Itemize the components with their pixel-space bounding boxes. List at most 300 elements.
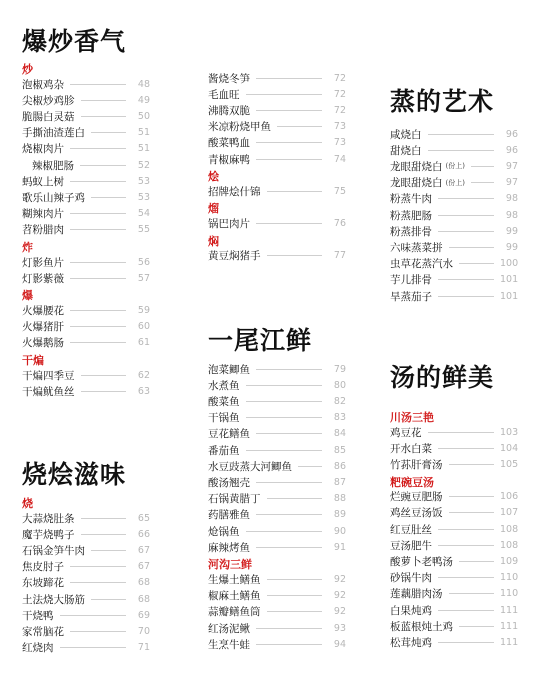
page-number: 53 [137,191,150,203]
dish-name: 六味蒸菜拼 [390,241,443,254]
page-number: 80 [333,379,346,391]
section-title-steam: 蒸的艺术 [390,87,495,116]
leader-line [246,385,323,386]
leader-line [267,579,323,580]
leader-line [81,116,127,117]
page-number: 72 [333,88,346,100]
menu-item [22,591,150,607]
dish-name: 豆花鳝鱼 [208,428,250,441]
menu-item [390,440,518,456]
page-number: 51 [137,143,150,155]
menu-item [22,108,150,124]
page-number: 92 [333,573,346,585]
leader-line [256,628,322,629]
dish-name: 炝锅鱼 [208,525,240,538]
page-number: 49 [137,94,150,106]
leader-line [428,134,495,135]
page-number: 111 [500,604,519,616]
dish-name: 粉蒸牛肉 [390,193,432,206]
leader-line [70,278,126,279]
dish-name: 生爆土鳝鱼 [208,573,261,586]
leader-line [267,611,323,612]
dish-name: 竹荪肝膏汤 [390,458,443,471]
leader-line [438,448,494,449]
menu-item [390,570,518,586]
col1-group-label: 炸 [22,241,33,254]
page-number: 108 [500,523,519,535]
menu-item [390,521,518,537]
menu-item [22,510,150,526]
leader-line [471,166,494,167]
leader-line [428,150,495,151]
page-number: 56 [137,256,150,268]
leader-line [256,547,322,548]
page-number: 75 [333,185,346,197]
page-number: 94 [333,638,346,650]
menu-item [208,70,346,86]
dish-name: 龙眼甜烧白 [390,160,443,173]
menu-item [208,119,346,135]
menu-item [22,76,150,92]
menu-item [208,410,346,426]
page-number: 69 [137,609,150,621]
leader-line [256,223,322,224]
dish-name: 虫草花蒸汽水 [390,258,453,271]
menu-item [390,239,518,255]
dish-name: 开水白菜 [390,442,432,455]
dish-name: 黄豆焖猪手 [208,250,261,263]
menu-item [390,505,518,521]
dish-name: 米凉粉烧甲鱼 [208,121,271,134]
menu-item [208,102,346,118]
col2-group-label: 熘 [208,202,219,216]
leader-line [70,582,126,583]
leader-line [81,534,127,535]
page-number: 85 [333,444,346,456]
leader-line [91,550,126,551]
leader-line [256,142,322,143]
page-number: 67 [137,561,150,573]
menu-item [22,302,150,318]
dish-name: 龙眼甜烧白 [390,177,443,190]
dish-name: 酸汤翘壳 [208,476,250,489]
page-number: 73 [333,137,346,149]
leader-line [246,94,323,95]
dish-name: 鸡豆花 [390,426,422,439]
menu-item [22,173,150,189]
menu-item [390,424,518,440]
menu-item [208,604,346,620]
page-number: 88 [333,493,346,505]
page-number: 60 [137,321,150,333]
col2-group-label: 烩 [208,170,219,184]
menu-item [208,377,346,393]
page-number: 96 [505,128,518,140]
page-number: 67 [137,544,150,556]
page-number: 62 [137,369,150,381]
dish-name: 红烧肉 [22,642,54,655]
dish-name: 沸腾双脆 [208,104,250,117]
menu-item [208,86,346,102]
page-number: 91 [333,541,346,553]
dish-name: 焦皮肘子 [22,561,64,574]
menu-item [390,456,518,472]
dish-name: 旱蒸茄子 [390,290,432,303]
leader-line [428,432,495,433]
page-number: 101 [500,274,519,286]
page-number: 65 [137,512,150,524]
menu-item [390,158,518,174]
dish-name: 尖椒炒鸡胗 [22,94,75,107]
menu-item [390,586,518,602]
leader-line [81,391,127,392]
page-number: 106 [500,491,519,503]
dish-name: 水豆豉蒸大河鲫鱼 [208,460,292,473]
dish-name: 火爆猪肝 [22,321,64,334]
dish-name: 灯影鱼片 [22,256,64,269]
dish-name: 麻辣烤鱼 [208,541,250,554]
leader-line [438,198,494,199]
dish-name: 松茸炖鸡 [390,636,432,649]
dish-name: 青椒麻鸭 [208,153,250,166]
menu-item [22,542,150,558]
leader-line [267,498,323,499]
menu-item [208,151,346,167]
dish-name: 烧椒肉片 [22,143,64,156]
dish-name: 石锅黄腊丁 [208,493,261,506]
page-number: 101 [500,290,519,302]
page-number: 72 [333,72,346,84]
dish-tag: (份上) [445,178,465,187]
page-number: 72 [333,104,346,116]
page-number: 63 [137,385,150,397]
dish-name: 烂豌豆肥肠 [390,491,443,504]
page-number: 109 [500,555,519,567]
dish-name: 辣椒肥肠 [32,159,74,172]
menu-item [208,361,346,377]
page-number: 110 [500,572,519,584]
col2-group-label: 焖 [208,234,219,248]
page-number: 87 [333,476,346,488]
leader-line [256,514,322,515]
leader-line [246,401,323,402]
dish-name: 酸菜鱼 [208,395,240,408]
dish-name: 歌乐山辣子鸡 [22,191,85,204]
page-number: 99 [505,225,518,237]
dish-name: 手撕油渣莲白 [22,127,85,140]
leader-line [246,417,323,418]
dish-name: 番茄鱼 [208,444,240,457]
menu-item [208,507,346,523]
col2b-group-label: 河沟三鲜 [208,558,252,572]
menu-item [390,223,518,239]
menu-item [390,191,518,207]
dish-name: 药膳雅鱼 [208,509,250,522]
page-number: 77 [333,250,346,262]
menu-item [390,489,518,505]
page-number: 110 [500,588,519,600]
page-number: 74 [333,153,346,165]
leader-line [246,531,323,532]
menu-item [390,175,518,191]
leader-line [471,182,494,183]
page-number: 98 [505,193,518,205]
menu-item [22,92,150,108]
leader-line [70,181,126,182]
menu-item [390,288,518,304]
leader-line [459,263,494,264]
leader-line [438,296,494,297]
leader-line [438,545,494,546]
page-number: 96 [505,144,518,156]
dish-name: 干煸四季豆 [22,369,75,382]
page-number: 73 [333,121,346,133]
page-number: 97 [505,160,518,172]
page-number: 59 [137,304,150,316]
menu-item [390,634,518,650]
leader-line [256,159,322,160]
leader-line [60,647,127,648]
menu-item [22,559,150,575]
section-title-river-fish: 一尾江鲜 [208,326,313,355]
leader-line [449,464,495,465]
page-number: 70 [137,625,150,637]
dish-name: 火爆腰花 [22,304,64,317]
page-number: 82 [333,395,346,407]
dish-name: 土法烧大肠筋 [22,593,85,606]
menu-item [208,491,346,507]
page-number: 71 [137,642,150,654]
page-number: 92 [333,606,346,618]
menu-item [208,636,346,652]
leader-line [246,450,323,451]
dish-name: 酱烧冬笋 [208,72,250,85]
page-number: 50 [137,110,150,122]
leader-line [459,626,494,627]
leader-line [60,615,127,616]
leader-line [449,512,495,513]
menu-item [22,623,150,639]
col1-group-label: 干煸 [22,354,44,367]
page-number: 103 [500,426,519,438]
dish-name: 鸡丝豆汤饭 [390,507,443,520]
page-number: 98 [505,209,518,221]
section-title-soup: 汤的鲜美 [390,363,495,392]
leader-line [81,100,127,101]
menu-item [208,458,346,474]
menu-item [208,620,346,636]
page-number: 66 [137,528,150,540]
leader-line [298,466,322,467]
dish-name: 干锅鱼 [208,412,240,425]
section-title-stir-fry: 爆炒香气 [22,27,127,56]
menu-item [22,125,150,141]
dish-name: 白果炖鸡 [390,604,432,617]
leader-line [438,231,494,232]
leader-line [256,110,322,111]
menu-item [390,537,518,553]
page-number: 100 [500,258,519,270]
menu-item [390,207,518,223]
page-number: 79 [333,363,346,375]
page-number: 48 [137,78,150,90]
menu-item [22,206,150,222]
leader-line [438,642,494,643]
menu-item [390,256,518,272]
menu-item [208,588,346,604]
section-title-braise: 烧烩滋味 [22,460,127,489]
dish-name: 莲藕腊肉汤 [390,588,443,601]
menu-item [22,222,150,238]
menu-item [22,141,150,157]
leader-line [267,255,323,256]
page-number: 55 [137,224,150,236]
leader-line [80,165,126,166]
leader-line [70,148,126,149]
page-number: 90 [333,525,346,537]
menu-item [208,135,346,151]
leader-line [267,191,323,192]
page-number: 53 [137,175,150,187]
dish-name: 东坡蹄花 [22,577,64,590]
page-number: 111 [500,636,519,648]
leader-line [438,215,494,216]
dish-name: 泡椒鸡杂 [22,78,64,91]
col1-group-0: 炒 [22,63,33,76]
dish-name: 锅巴肉片 [208,217,250,230]
menu-item [208,215,346,231]
page-number: 83 [333,412,346,424]
leader-line [438,279,494,280]
leader-line [449,247,495,248]
menu-item [208,426,346,442]
menu-item [22,189,150,205]
page-number: 89 [333,509,346,521]
leader-line [438,610,494,611]
menu-item [22,157,150,173]
leader-line [81,375,127,376]
dish-name: 粉蒸肥肠 [390,209,432,222]
page-number: 86 [333,460,346,472]
menu-item [208,474,346,490]
dish-name: 粉蒸排骨 [390,225,432,238]
dish-name: 脆腸白灵菇 [22,110,75,123]
menu-item [390,142,518,158]
dish-name: 红汤泥鳅 [208,622,250,635]
menu-item [22,270,150,286]
dish-name: 灯影紫薇 [22,272,64,285]
menu-item [208,539,346,555]
page-number: 51 [137,127,150,139]
leader-line [91,132,126,133]
dish-name: 红豆肚丝 [390,523,432,536]
dish-name: 干烧鸭 [22,609,54,622]
dish-name: 干煸鱿鱼丝 [22,385,75,398]
dish-name: 酸萝卜老鸭汤 [390,555,453,568]
page-number: 61 [137,337,150,349]
dish-name: 招牌烩什锦 [208,185,261,198]
dish-name: 蚂蚁上树 [22,175,64,188]
leader-line [70,84,126,85]
leader-line [70,326,126,327]
leader-line [256,433,322,434]
leader-line [91,599,126,600]
leader-line [70,631,126,632]
menu-item [22,607,150,623]
dish-name: 火爆鹅肠 [22,337,64,350]
page-number: 107 [500,507,519,519]
page-number: 111 [500,620,519,632]
leader-line [70,262,126,263]
col1-group-label: 爆 [22,289,33,303]
page-number: 57 [137,272,150,284]
menu-item [390,126,518,142]
dish-name: 咸烧白 [390,128,422,141]
page-number: 104 [500,442,519,454]
leader-line [449,496,495,497]
page-number: 54 [137,208,150,220]
page-number: 92 [333,590,346,602]
page-number: 76 [333,217,346,229]
menu-item [390,602,518,618]
dish-name: 豆汤肥牛 [390,539,432,552]
menu-item [208,248,346,264]
menu-item [22,367,150,383]
menu-item [390,272,518,288]
dish-name: 板蓝根炖土鸡 [390,620,453,633]
col1b-group-label: 烧 [22,497,33,510]
menu-item [208,442,346,458]
menu-item [22,254,150,270]
menu-item [208,571,346,587]
page-number: 99 [505,241,518,253]
leader-line [70,566,126,567]
menu-item [208,523,346,539]
page-number: 68 [137,593,150,605]
dish-name: 砂锅牛肉 [390,572,432,585]
dish-name: 生烹牛蛙 [208,638,250,651]
dish-name: 蒜瓣鳝鱼筒 [208,606,261,619]
leader-line [438,577,494,578]
leader-line [449,593,495,594]
leader-line [256,482,322,483]
leader-line [256,78,322,79]
page-number: 108 [500,539,519,551]
leader-line [267,595,323,596]
dish-name: 芋儿排骨 [390,274,432,287]
dish-name: 水煮鱼 [208,379,240,392]
dish-name: 椒麻土鳝鱼 [208,590,261,603]
menu-item [208,183,346,199]
dish-name: 魔芋烧鸭子 [22,528,75,541]
leader-line [256,369,322,370]
leader-line [91,197,126,198]
menu-item [22,383,150,399]
dish-name: 石锅金笋牛肉 [22,544,85,557]
dish-tag: (份上) [445,162,465,171]
leader-line [70,310,126,311]
page-number: 97 [505,177,518,189]
page-number: 93 [333,622,346,634]
col3b-group-label: 川汤三艳 [390,411,434,424]
menu-item [22,640,150,656]
menu-item [22,575,150,591]
menu-item [22,319,150,335]
menu-item [390,553,518,569]
dish-name: 大蒜烧肚条 [22,512,75,525]
leader-line [70,213,126,214]
menu-item [22,526,150,542]
